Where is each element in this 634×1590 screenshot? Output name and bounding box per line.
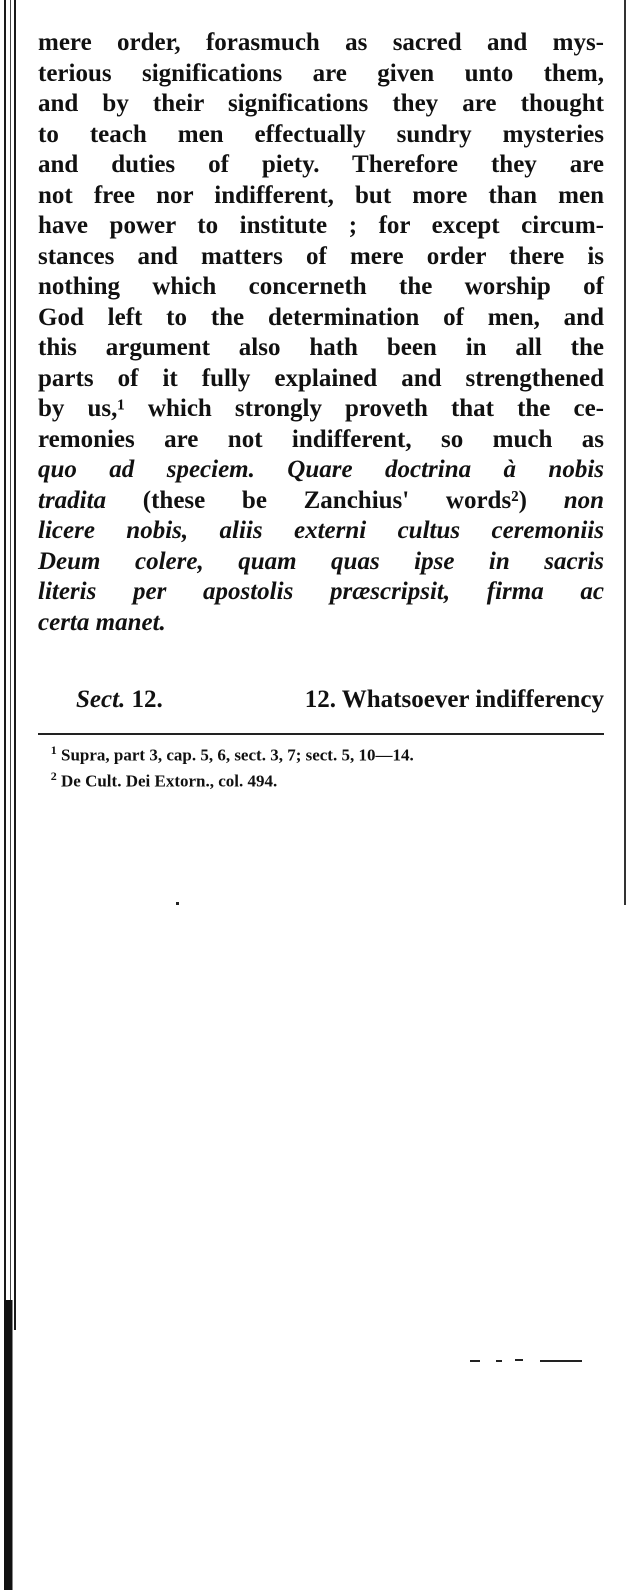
latin-line: certa manet. [38, 608, 166, 636]
body-line: and duties of piety. Therefore they are [38, 151, 604, 178]
bound-edge-shadow [4, 1300, 18, 1590]
scan-speck [540, 1360, 582, 1362]
attribution: (these be Zanchius' words²) [142, 486, 528, 514]
latin-phrase: Quare doctrina à nobis [287, 456, 604, 483]
footnote-divider [38, 733, 604, 735]
body-line: this argument also hath been in all the [38, 334, 604, 361]
latin-line [38, 486, 604, 517]
footnote-text: De Cult. Dei Extorn., col. 494. [61, 771, 278, 791]
footnote-mark: 1 [50, 743, 57, 757]
section-number: 12. [131, 686, 163, 713]
latin-line [38, 455, 604, 486]
body-line: God left to the determination of men, and [38, 303, 604, 331]
section-heading-line [38, 686, 604, 714]
body-line: and by their significations they are thought [38, 90, 604, 117]
body-line: nothing which concerneth the worship of [38, 273, 604, 300]
inner-rule [14, 0, 16, 1330]
footnote-mark: 2 [50, 768, 57, 783]
latin-phrase: quo ad speciem. [38, 456, 255, 483]
scan-speck [515, 1359, 523, 1361]
footnote [38, 740, 604, 766]
body-line: not free nor indifferent, but more than men [38, 181, 604, 209]
section-text: 12. Whatsoever indifferency [304, 686, 604, 713]
body-line: have power to institute ; for except circum- [38, 212, 604, 239]
scan-speck [176, 902, 179, 905]
right-margin-rule [624, 0, 626, 905]
section-marker [38, 686, 163, 714]
scan-speck [470, 1360, 480, 1362]
latin-phrase: tradita [38, 486, 107, 514]
left-margin-rules [4, 0, 18, 1590]
body-line: stances and matters of mere order there is [38, 242, 604, 270]
scan-speck [496, 1360, 502, 1362]
body-line: mere order, forasmuch as sacred and mys- [38, 29, 604, 56]
body-line: parts of it fully explained and strengthened [38, 364, 604, 392]
section-label: Sect. [76, 686, 126, 713]
body-line: remonies are not indifferent, so much as [38, 425, 604, 453]
footnote [38, 766, 604, 792]
body-line: terious significations are given unto them, [38, 59, 604, 87]
body-text [38, 28, 604, 638]
body-line: by us,¹ which strongly proveth that the ce- [38, 395, 604, 422]
latin-line: Deum colere, quam quas ipse in sacris [38, 547, 604, 575]
latin-line: licere nobis, aliis externi cultus ceremoniis [38, 517, 604, 544]
latin-line: literis per apostolis præscripsit, firma ac [38, 578, 604, 605]
footnote-text: Supra, part 3, cap. 5, 6, sect. 3, 7; sect. 5, 10—14. [61, 745, 414, 765]
latin-phrase: non [563, 486, 605, 514]
body-line: to teach men effectually sundry mysteries [38, 120, 604, 148]
footnotes [38, 740, 604, 791]
